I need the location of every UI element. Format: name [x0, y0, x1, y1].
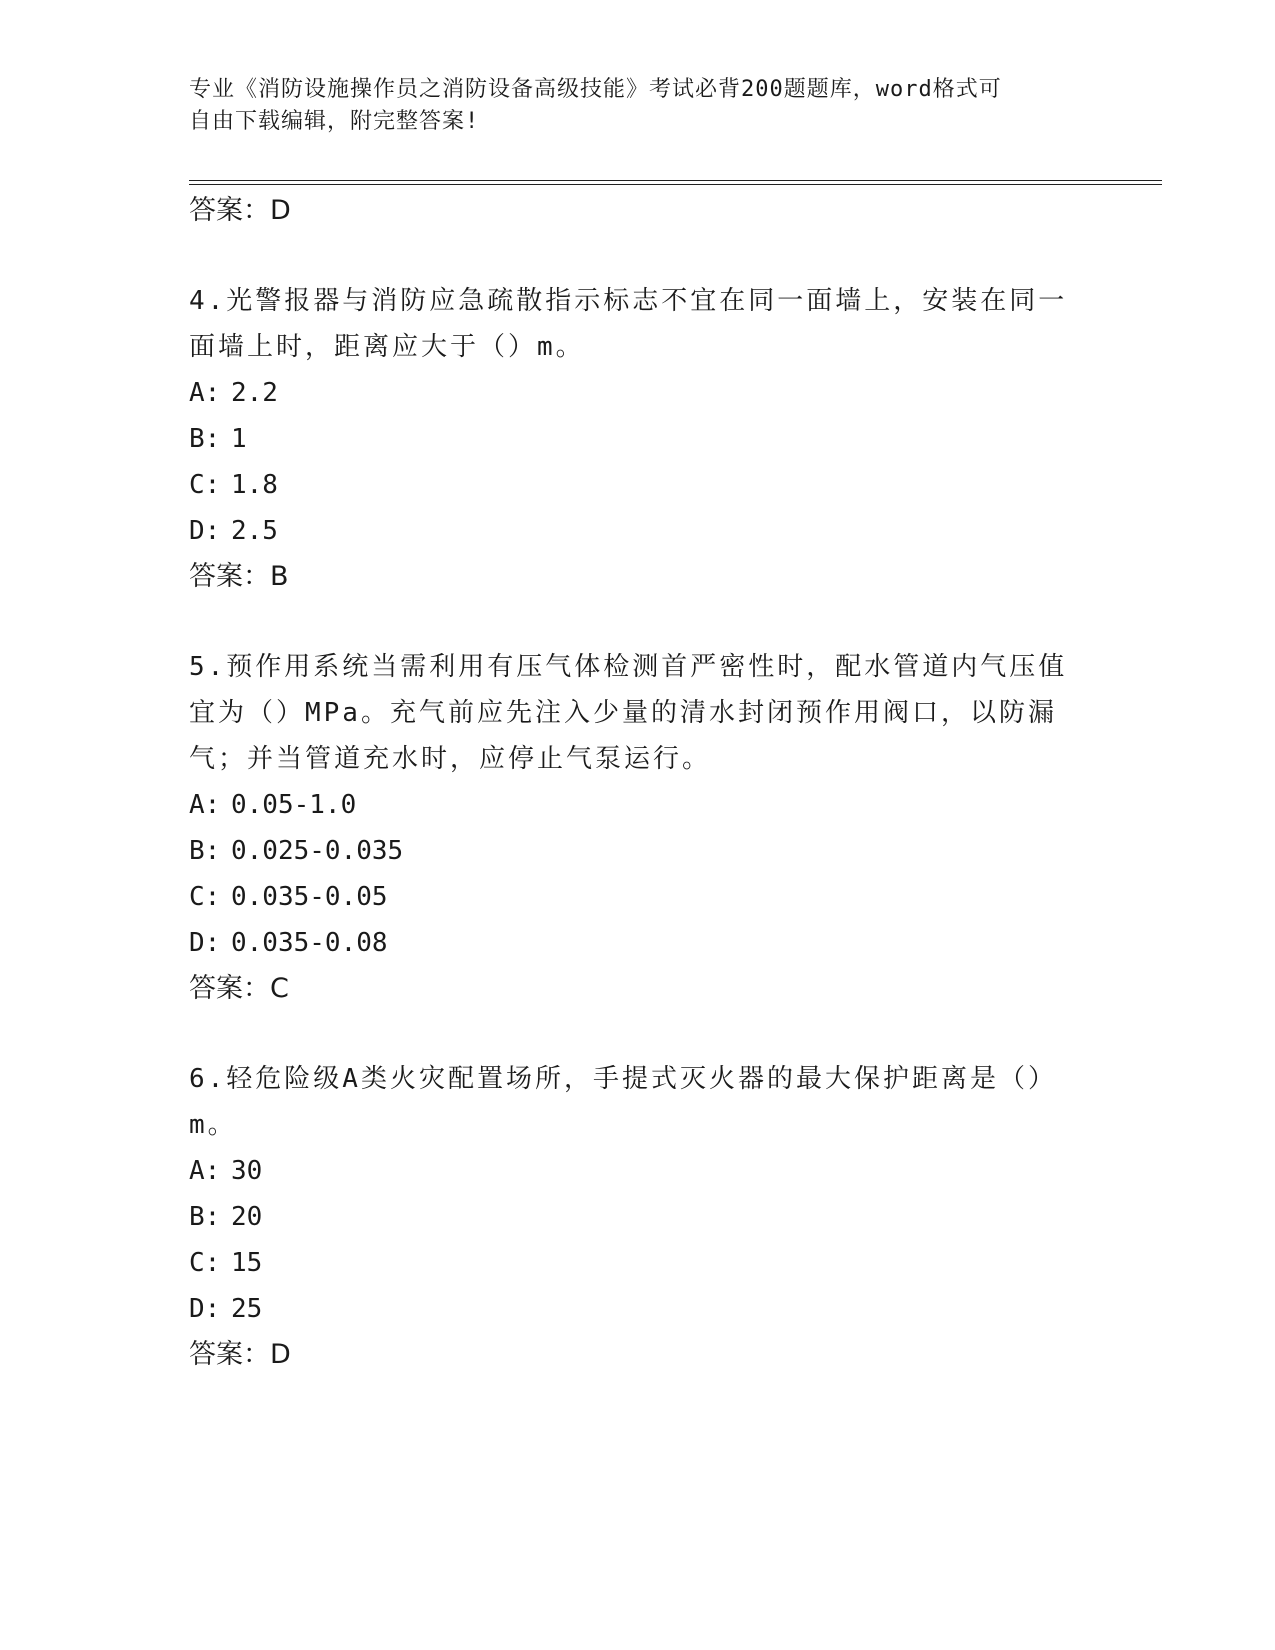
- answer-line: 答案：D: [189, 1339, 291, 1370]
- answer-line: 答案：B: [189, 561, 289, 592]
- option-value: 0.05-1.0: [231, 790, 357, 820]
- option-b: [189, 416, 1089, 462]
- option-label: A:: [189, 790, 221, 820]
- question-list: [189, 188, 1089, 1378]
- option-c: [189, 462, 1089, 508]
- answer-line: 答案：C: [189, 973, 289, 1004]
- option-value: 0.035-0.08: [231, 928, 388, 958]
- header-divider-bottom: [189, 184, 1162, 185]
- option-d: [189, 508, 1089, 554]
- question-text: 4.光警报器与消防应急疏散指示标志不宜在同一面墙上，安装在同一面墙上时，距离应大于（）m。: [189, 286, 1068, 362]
- option-value: 2.5: [231, 516, 278, 546]
- option-value: 20: [231, 1202, 263, 1232]
- option-a: [189, 370, 1089, 416]
- question-text: 6.轻危险级A类火灾配置场所，手提式灭火器的最大保护距离是（）m。: [189, 1064, 1057, 1140]
- answer-line: 答案：D: [189, 195, 291, 226]
- option-label: D:: [189, 928, 221, 958]
- option-value: 30: [231, 1156, 263, 1186]
- option-value: 15: [231, 1248, 263, 1278]
- option-label: B:: [189, 1202, 221, 1232]
- option-label: B:: [189, 424, 221, 454]
- option-a: [189, 782, 1089, 828]
- header-divider-top: [189, 180, 1162, 181]
- option-label: D:: [189, 516, 221, 546]
- option-d: [189, 1286, 1089, 1332]
- option-d: [189, 920, 1089, 966]
- header-line-1: 专业《消防设施操作员之消防设备高级技能》考试必背200题题库，word格式可: [189, 77, 1002, 102]
- question-text: 5.预作用系统当需利用有压气体检测首严密性时，配水管道内气压值宜为（）MPa。充气前应先注入少量的清水封闭预作用阀口，以防漏气；并当管道充水时，应停止气泵运行。: [189, 652, 1068, 774]
- option-label: D:: [189, 1294, 221, 1324]
- header-line-2: 自由下载编辑，附完整答案!: [189, 109, 480, 134]
- document-header: [189, 74, 1089, 138]
- option-b: [189, 828, 1089, 874]
- option-value: 1.8: [231, 470, 278, 500]
- option-b: [189, 1194, 1089, 1240]
- option-label: B:: [189, 836, 221, 866]
- option-label: C:: [189, 470, 221, 500]
- option-label: C:: [189, 1248, 221, 1278]
- option-value: 25: [231, 1294, 263, 1324]
- option-value: 1: [231, 424, 247, 454]
- option-label: C:: [189, 882, 221, 912]
- option-c: [189, 1240, 1089, 1286]
- option-c: [189, 874, 1089, 920]
- option-a: [189, 1148, 1089, 1194]
- option-label: A:: [189, 1156, 221, 1186]
- option-label: A:: [189, 378, 221, 408]
- option-value: 2.2: [231, 378, 278, 408]
- option-value: 0.025-0.035: [231, 836, 404, 866]
- option-value: 0.035-0.05: [231, 882, 388, 912]
